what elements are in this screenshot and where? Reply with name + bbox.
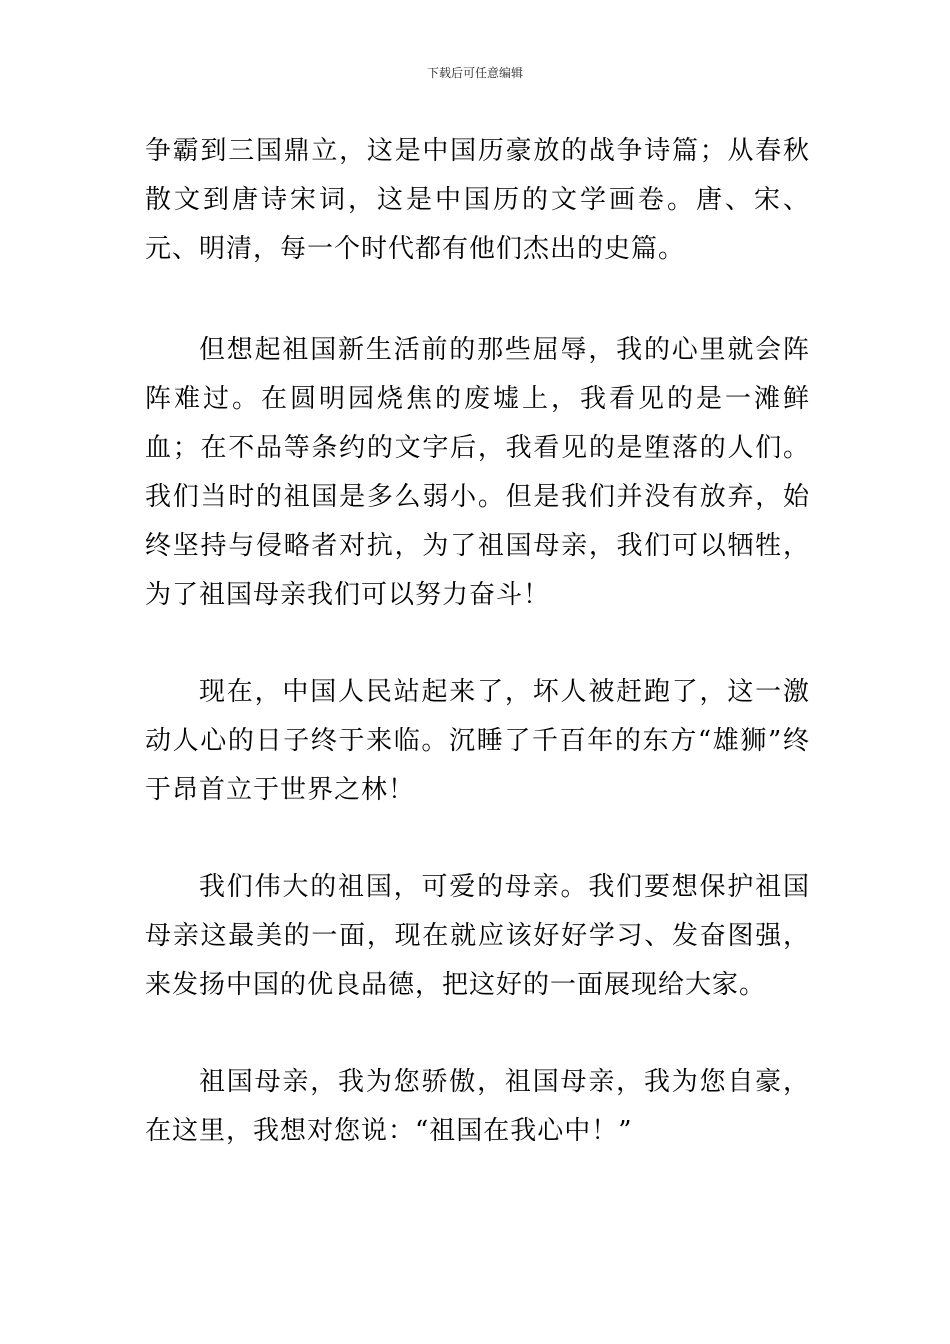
document-body — [145, 127, 810, 1156]
paragraph-4: 我们伟大的祖国，可爱的母亲。我们要想保护祖国母亲这最美的一面，现在就应该好好学习、发奋图强，来发扬中国的优良品德，把这好的一面展现给大家。 — [145, 872, 810, 1000]
paragraph-2: 但想起祖国新生活前的那些屈辱，我的心里就会阵阵难过。在圆明园烧焦的废墟上，我看见的是一滩鲜血；在不品等条约的文字后，我看见的是堕落的人们。我们当时的祖国是多么弱小。但是我们并没有放弃，始终坚持与侵略者对抗，为了祖国母亲，我们可以牺牲，为了祖国母亲我们可以努力奋斗！ — [145, 335, 810, 610]
page-header-note: 下载后可任意编辑 — [426, 66, 523, 80]
paragraph-3: 现在，中国人民站起来了，坏人被赶跑了，这一激动人心的日子终于来临。沉睡了千百年的东方“雄狮”终于昂首立于世界之林！ — [145, 677, 810, 805]
paragraph-1: 争霸到三国鼎立，这是中国历豪放的战争诗篇；从春秋散文到唐诗宋词，这是中国历的文学画卷。唐、宋、元、明清，每一个时代都有他们杰出的史篇。 — [145, 136, 810, 264]
paragraph-5: 祖国母亲，我为您骄傲，祖国母亲，我为您自豪，在这里，我想对您说：“祖国在我心中！” — [145, 1067, 810, 1146]
